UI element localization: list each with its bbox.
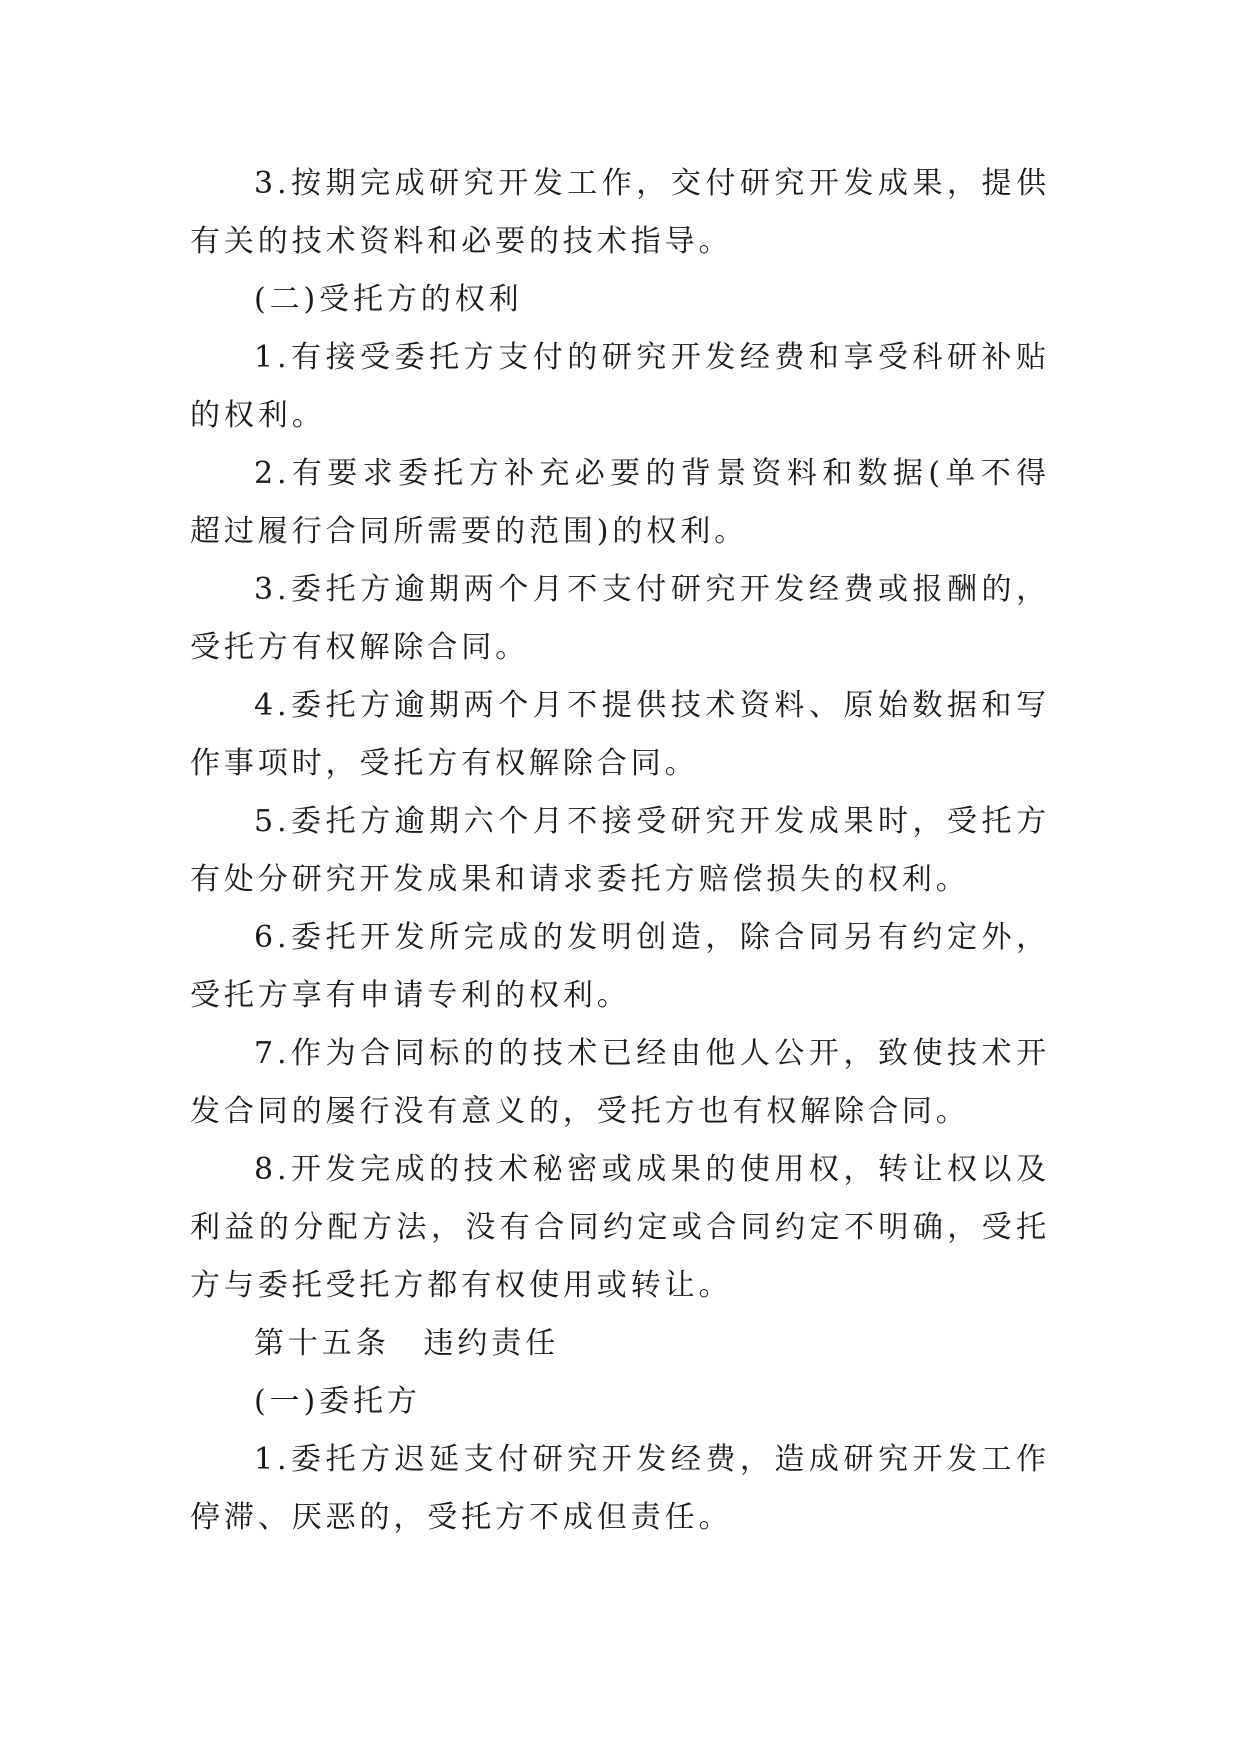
article-heading-liability: 第十五条 违约责任	[254, 1326, 560, 1361]
document-page	[190, 155, 1050, 1547]
paragraph-right-6: 6.委托开发所完成的发明创造，除合同另有约定外，受托方享有申请专利的权利。	[190, 920, 1050, 1013]
paragraph-right-1: 1.有接受委托方支付的研究开发经费和享受科研补贴的权利。	[190, 340, 1050, 433]
paragraph-deliver-results: 3.按期完成研究开发工作，交付研究开发成果，提供有关的技术资料和必要的技术指导。	[190, 166, 1050, 259]
paragraph-client-liability-1: 1.委托方迟延支付研究开发经费，造成研究开发工作停滞、厌恶的，受托方不成但责任。	[190, 1442, 1050, 1535]
paragraph-right-7: 7.作为合同标的的技术已经由他人公开，致使技术开发合同的屡行没有意义的，受托方也有权解除合同。	[190, 1036, 1050, 1129]
paragraph-right-8: 8.开发完成的技术秘密或成果的使用权，转让权以及利益的分配方法，没有合同约定或合同约定不明确，受托方与委托受托方都有权使用或转让。	[190, 1152, 1050, 1303]
paragraph-right-3: 3.委托方逾期两个月不支付研究开发经费或报酬的，受托方有权解除合同。	[190, 572, 1050, 665]
paragraph-right-4: 4.委托方逾期两个月不提供技术资料、原始数据和写作事项时，受托方有权解除合同。	[190, 688, 1050, 781]
paragraph-right-5: 5.委托方逾期六个月不接受研究开发成果时，受托方有处分研究开发成果和请求委托方赔偿损失的权利。	[190, 804, 1050, 897]
paragraph-right-2: 2.有要求委托方补充必要的背景资料和数据(单不得超过履行合同所需要的范围)的权利。	[190, 456, 1050, 549]
section-heading-client: (一)委托方	[254, 1384, 421, 1419]
section-heading-trustee-rights: (二)受托方的权利	[254, 282, 523, 317]
